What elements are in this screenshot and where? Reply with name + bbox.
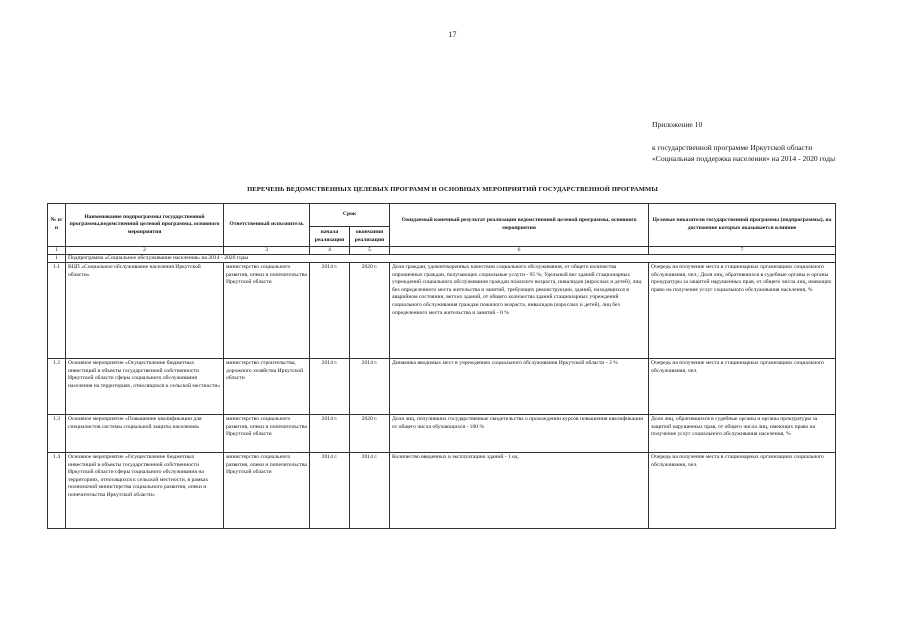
row-end: 2014 г. [350, 453, 390, 529]
programs-table [47, 203, 836, 529]
row-end: 2020 г. [350, 415, 390, 453]
row-executor: министерство строительства, дорожного хозяйства Иркутской области [224, 359, 310, 415]
header-term: Срок [310, 204, 390, 227]
column-number: 4 [310, 247, 350, 255]
row-start: 2014 г. [310, 359, 350, 415]
column-number: 1 [48, 247, 66, 255]
subprogram-row [48, 255, 836, 263]
table-row [48, 415, 836, 453]
row-result: Доля граждан, удовлетворенных качеством социального обслуживания, от общего количества опрошенных граждан, получающих социальные услуги - 95 %; Удельный вес зданий стационарных учреждений социального обслуживания граждан пожилого возраста, инвалидов (взрослых и детей), лиц без определенного места жительства и занятий, требующих реконструкции, зданий, находящихся в аварийном состоянии, ветхих зданий, от общего количества зданий стационарных учреждений социального обслуживания граждан пожилого возраста, инвалидов (взрослых и детей), лиц без определенного места жительства и занятий - 0 % [390, 263, 649, 359]
row-num: 1.2 [48, 359, 66, 415]
column-number: 6 [390, 247, 649, 255]
row-indicators: Доля лиц, обратившихся в судебные органы и органы прокуратуры за защитой нарушенных прав, от общего числа лиц, имеющих право на получение услуг социального обслуживания населения, % [649, 415, 836, 453]
subprogram-num: 1 [48, 255, 66, 263]
row-indicators: Очередь на получение места в стационарных организациях социального обслуживания, чел.; Доля лиц, обратившихся в судебные органы и органы прокуратуры за защитой нарушенных прав, от общего числа лиц, имеющих право на получение услуг социального обслуживания населения, % [649, 263, 836, 359]
subprogram-title: Подпрограмма «Социальное обслуживание населения» на 2014 - 2020 годы [66, 255, 836, 263]
row-result: Динамика вводимых мест в учреждениях социального обслуживания Иркутской области - 3 % [390, 359, 649, 415]
table-row [48, 453, 836, 529]
appendix-block [652, 119, 852, 164]
row-indicators: Очередь на получение места в стационарных организациях социального обслуживания, чел. [649, 359, 836, 415]
row-result: Доля лиц, получивших государственные свидетельства о прохождении курсов повышения квалификации от общего числа обучающихся - 100 % [390, 415, 649, 453]
page-number: 17 [448, 30, 457, 39]
row-num: 1.3 [48, 415, 66, 453]
row-executor: министерство социального развития, опеки и попечительства Иркутской области [224, 453, 310, 529]
header-executor: Ответственный исполнитель [224, 204, 310, 247]
header-name: Наименование подпрограммы государственной программы,ведомственной целевой программы, основного мероприятия [66, 204, 224, 247]
row-start: 2014 г. [310, 263, 350, 359]
document-title: ПЕРЕЧЕНЬ ВЕДОМСТВЕННЫХ ЦЕЛЕВЫХ ПРОГРАММ И ОСНОВНЫХ МЕРОПРИЯТИЙ ГОСУДАРСТВЕННОЙ ПРОГРАММЫ [247, 186, 658, 193]
header-indicators: Целевые показатели государственной программы (подпрограммы), на достижение которых оказывается влияние [649, 204, 836, 247]
appendix-text: к государственной программе Иркутской области «Социальная поддержка населения» на 2014 - 2020 годы [652, 143, 836, 163]
row-name: Основное мероприятие «Осуществление бюджетных инвестиций в объекты государственной собственности Иркутской области сферы социального обслуживания на территориях, относящихся к сельской местности, в рамках полномочий министерства социального развития, опеки и попечительства Иркутской области» [66, 453, 224, 529]
column-number: 3 [224, 247, 310, 255]
row-end: 2020 г. [350, 263, 390, 359]
header-term-end: окончания реализации [350, 227, 390, 247]
row-name: Основное мероприятие «Осуществление бюджетных инвестиций в объекты государственной собственности Иркутской области сферы социального обслуживания населения на территориях, относящихся к сельской местности» [66, 359, 224, 415]
row-start: 2014 г. [310, 453, 350, 529]
table-row [48, 263, 836, 359]
header-term-start: начала реализации [310, 227, 350, 247]
row-start: 2014 г. [310, 415, 350, 453]
table-row [48, 359, 836, 415]
row-name: ВЦП «Социальное обслуживание населения Иркутской области» [66, 263, 224, 359]
column-number: 2 [66, 247, 224, 255]
row-name: Основное мероприятие «Повышение квалификации для специалистов системы социальной защиты населения» [66, 415, 224, 453]
row-num: 1.4 [48, 453, 66, 529]
header-result: Ожидаемый конечный результат реализации ведомственной целевой программы, основного мероприятия [390, 204, 649, 247]
appendix-title: Приложение 10 [652, 120, 703, 129]
header-num: № п/п [48, 204, 66, 247]
row-end: 2014 г. [350, 359, 390, 415]
row-executor: министерство социального развития, опеки и попечительства Иркутской области [224, 263, 310, 359]
row-result: Количество введенных в эксплуатацию зданий - 1 ед. [390, 453, 649, 529]
row-indicators: Очередь на получение места в стационарных организациях социального обслуживания, чел. [649, 453, 836, 529]
row-executor: министерство социального развития, опеки и попечительства Иркутской области [224, 415, 310, 453]
header-row [48, 204, 836, 227]
column-number: 5 [350, 247, 390, 255]
row-num: 1.1 [48, 263, 66, 359]
column-numbers-row [48, 247, 836, 255]
column-number: 7 [649, 247, 836, 255]
